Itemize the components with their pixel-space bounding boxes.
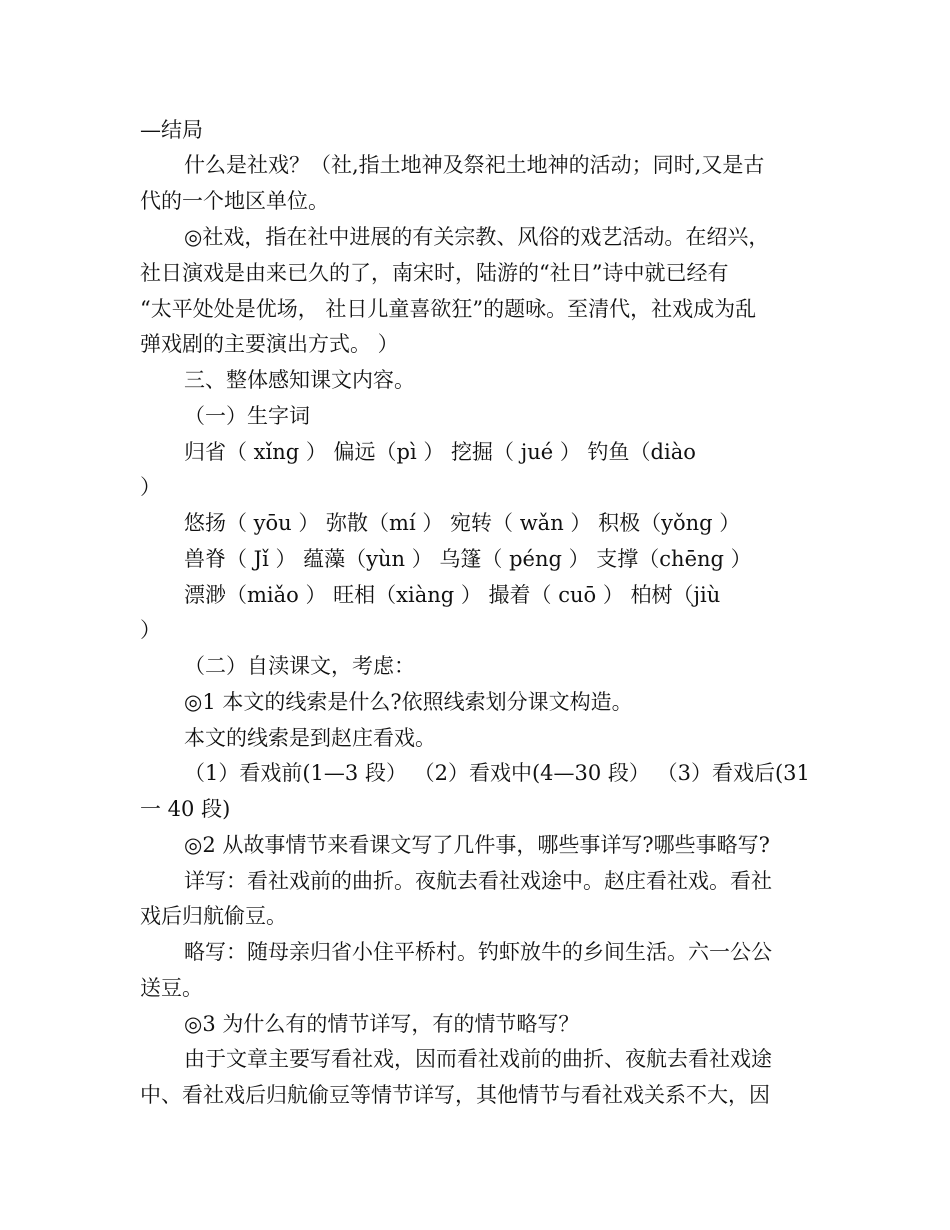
text-line: 送豆。 [140, 976, 203, 1000]
text-line: —结局 [140, 118, 203, 142]
question-line: ◎1 本文的线索是什么?依照线索划分课文构造。 [184, 690, 633, 714]
vocab-row: 归省（ xǐng ） 偏远（pì ） 挖掘（ jué ） 钓鱼（diào [184, 440, 696, 464]
text-line: 弹戏剧的主要演出方式。 ） [140, 332, 399, 356]
question-line: ◎3 为什么有的情节详写，有的情节略写？ [184, 1012, 580, 1036]
answer-line: （1）看戏前(1—3 段） （2）看戏中(4—30 段） （3）看戏后(31 [184, 761, 810, 785]
text-line: 戏后归航偷豆。 [140, 904, 287, 928]
vocab-row: 漂渺（miǎo ） 旺相（xiàng ） 撮着（ cuō ） 柏树（jiù [184, 583, 721, 607]
vocab-row: 兽脊（ Jǐ ） 蕴藻（yùn ） 乌篷（ péng ） 支撑（chēng ） [184, 547, 752, 571]
answer-line: 略写：随母亲归省小住平桥村。钓虾放牛的乡间生活。六一公公 [184, 940, 772, 964]
text-line: ） [140, 618, 161, 642]
text-line: 社日演戏是由来已久的了，南宋时，陆游的“社日”诗中就已经有 [140, 261, 729, 285]
text-line: 代的一个地区单位。 [140, 189, 329, 213]
text-line: ） [140, 475, 161, 499]
answer-line: 由于文章主要写看社戏，因而看社戏前的曲折、夜航去看社戏途 [184, 1047, 772, 1071]
answer-line: 详写：看社戏前的曲折。夜航去看社戏途中。赵庄看社戏。看社 [184, 869, 772, 893]
text-line: 一 40 段) [140, 797, 231, 821]
text-line: 什么是社戏？（社,指土地神及祭祀土地神的活动；同时,又是古 [184, 153, 765, 177]
text-line: “太平处处是优场， 社日儿童喜欲狂”的题咏。至清代，社戏成为乱 [140, 297, 757, 321]
subsection-heading: （一）生字词 [184, 404, 310, 428]
text-line: ◎社戏，指在社中进展的有关宗教、风俗的戏艺活动。在绍兴， [184, 225, 770, 249]
section-heading: 三、整体感知课文内容。 [184, 368, 415, 392]
vocab-row: 悠扬（ yōu ） 弥散（mí ） 宛转（ wǎn ） 积极（yǒng ） [184, 511, 741, 535]
question-line: ◎2 从故事情节来看课文写了几件事，哪些事详写?哪些事略写? [184, 833, 770, 857]
answer-line: 本文的线索是到赵庄看戏。 [184, 726, 436, 750]
text-line: 中、看社戏后归航偷豆等情节详写，其他情节与看社戏关系不大，因 [140, 1083, 770, 1107]
subsection-heading: （二）自渎课文，考虑： [184, 654, 415, 678]
